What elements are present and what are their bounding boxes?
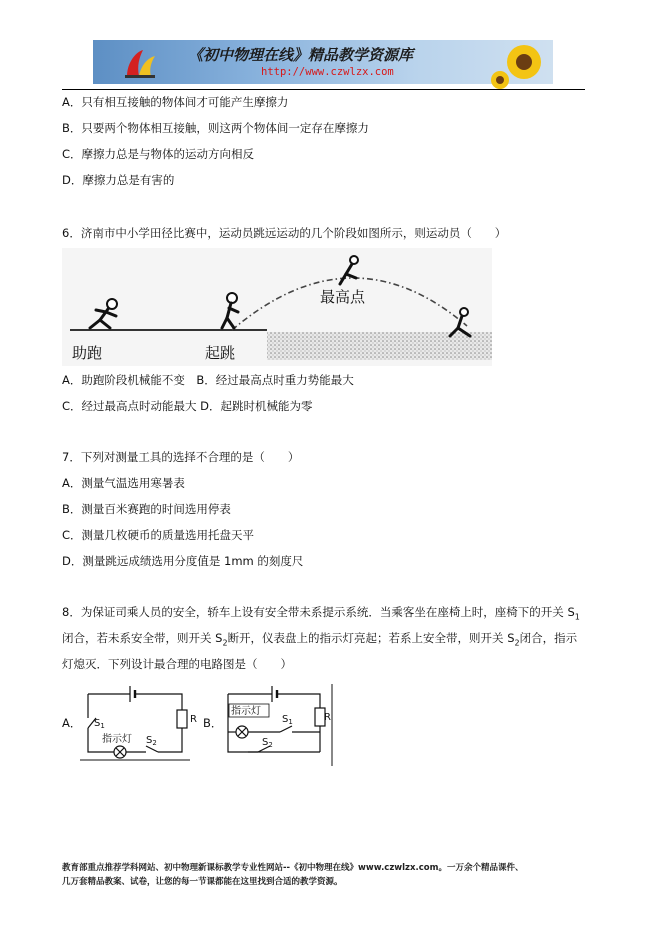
footer-line-2: 几万套精品教案、试卷，让您的每一节课都能在这里找到合适的教学资源。 [62,877,343,887]
circuit-a-label: A． [62,716,82,730]
svg-text:S1: $S_1$ [282,714,293,726]
svg-text:S1: $S_1$ [94,718,105,730]
circuit-b-label: B． [203,716,223,730]
q7-option-c: C．测量几枚硬币的质量选用托盘天平 [62,528,255,542]
footer-line-1: 教育部重点推荐学科网站、初中物理新课标教学专业性网站--《初中物理在线》www.czwlzx.com。一万余个精品课件、 [62,863,524,873]
header-banner [93,40,553,84]
circuit-a-diagram [80,682,195,762]
q7-option-d: D．测量跳远成绩选用分度值是 1mm 的刻度尺 [62,554,304,568]
long-jump-figure [62,248,492,366]
q6-options-cd: C．经过最高点时动能最大 D．起跳时机械能为零 [62,399,313,413]
q8-stem-line2: 闭合，若未系安全带，则开关 $S_2$断开，仪表盘上的指示灯亮起；若系上安全带，则开关 $S_2$闭合，指示 [62,631,578,648]
sunflower-icon [488,40,553,84]
label-top: 最高点 [320,288,366,306]
label-run: 助跑 [72,344,103,362]
svg-text:S2: $S_2$ [262,737,273,749]
q5-option-d: D．摩擦力总是有害的 [62,173,175,187]
q7-stem: 7．下列对测量工具的选择不合理的是（ ） [62,450,300,464]
q7-option-a: A．测量气温选用寒暑表 [62,476,185,490]
svg-text:R: R [190,714,197,725]
q7-option-b: B．测量百米赛跑的时间选用停表 [62,502,231,516]
q5-option-a: A．只有相互接触的物体间才可能产生摩擦力 [62,95,289,109]
svg-text:S2: $S_2$ [146,735,157,747]
banner-title: 《初中物理在线》精品教学资源库 [188,46,414,64]
banner-url[interactable]: http://www.czwlzx.com [261,66,394,78]
q6-options-ab: A．助跑阶段机械能不变 B．经过最高点时重力势能最大 [62,373,354,387]
q5-option-c: C．摩擦力总是与物体的运动方向相反 [62,147,255,161]
svg-text:指示灯: 指示灯 [231,706,261,717]
svg-text:R: R [324,712,331,723]
circuit-b-diagram [220,682,338,766]
q8-stem-line3: 灯熄灭．下列设计最合理的电路图是（ ） [62,657,292,671]
label-takeoff: 起跳 [205,344,236,362]
header-rule [62,89,585,90]
q5-option-b: B．只要两个物体相互接触，则这两个物体间一定存在摩擦力 [62,121,369,135]
q6-stem: 6．济南市中小学田径比赛中，运动员跳远运动的几个阶段如图所示，则运动员（ ） [62,226,507,240]
q8-stem-line1: 8．为保证司乘人员的安全，轿车上设有安全带未系提示系统．当乘客坐在座椅上时，座椅下的开关 $S_1$ [62,605,580,622]
site-logo-icon [121,44,161,80]
svg-text:指示灯: 指示灯 [102,734,132,745]
